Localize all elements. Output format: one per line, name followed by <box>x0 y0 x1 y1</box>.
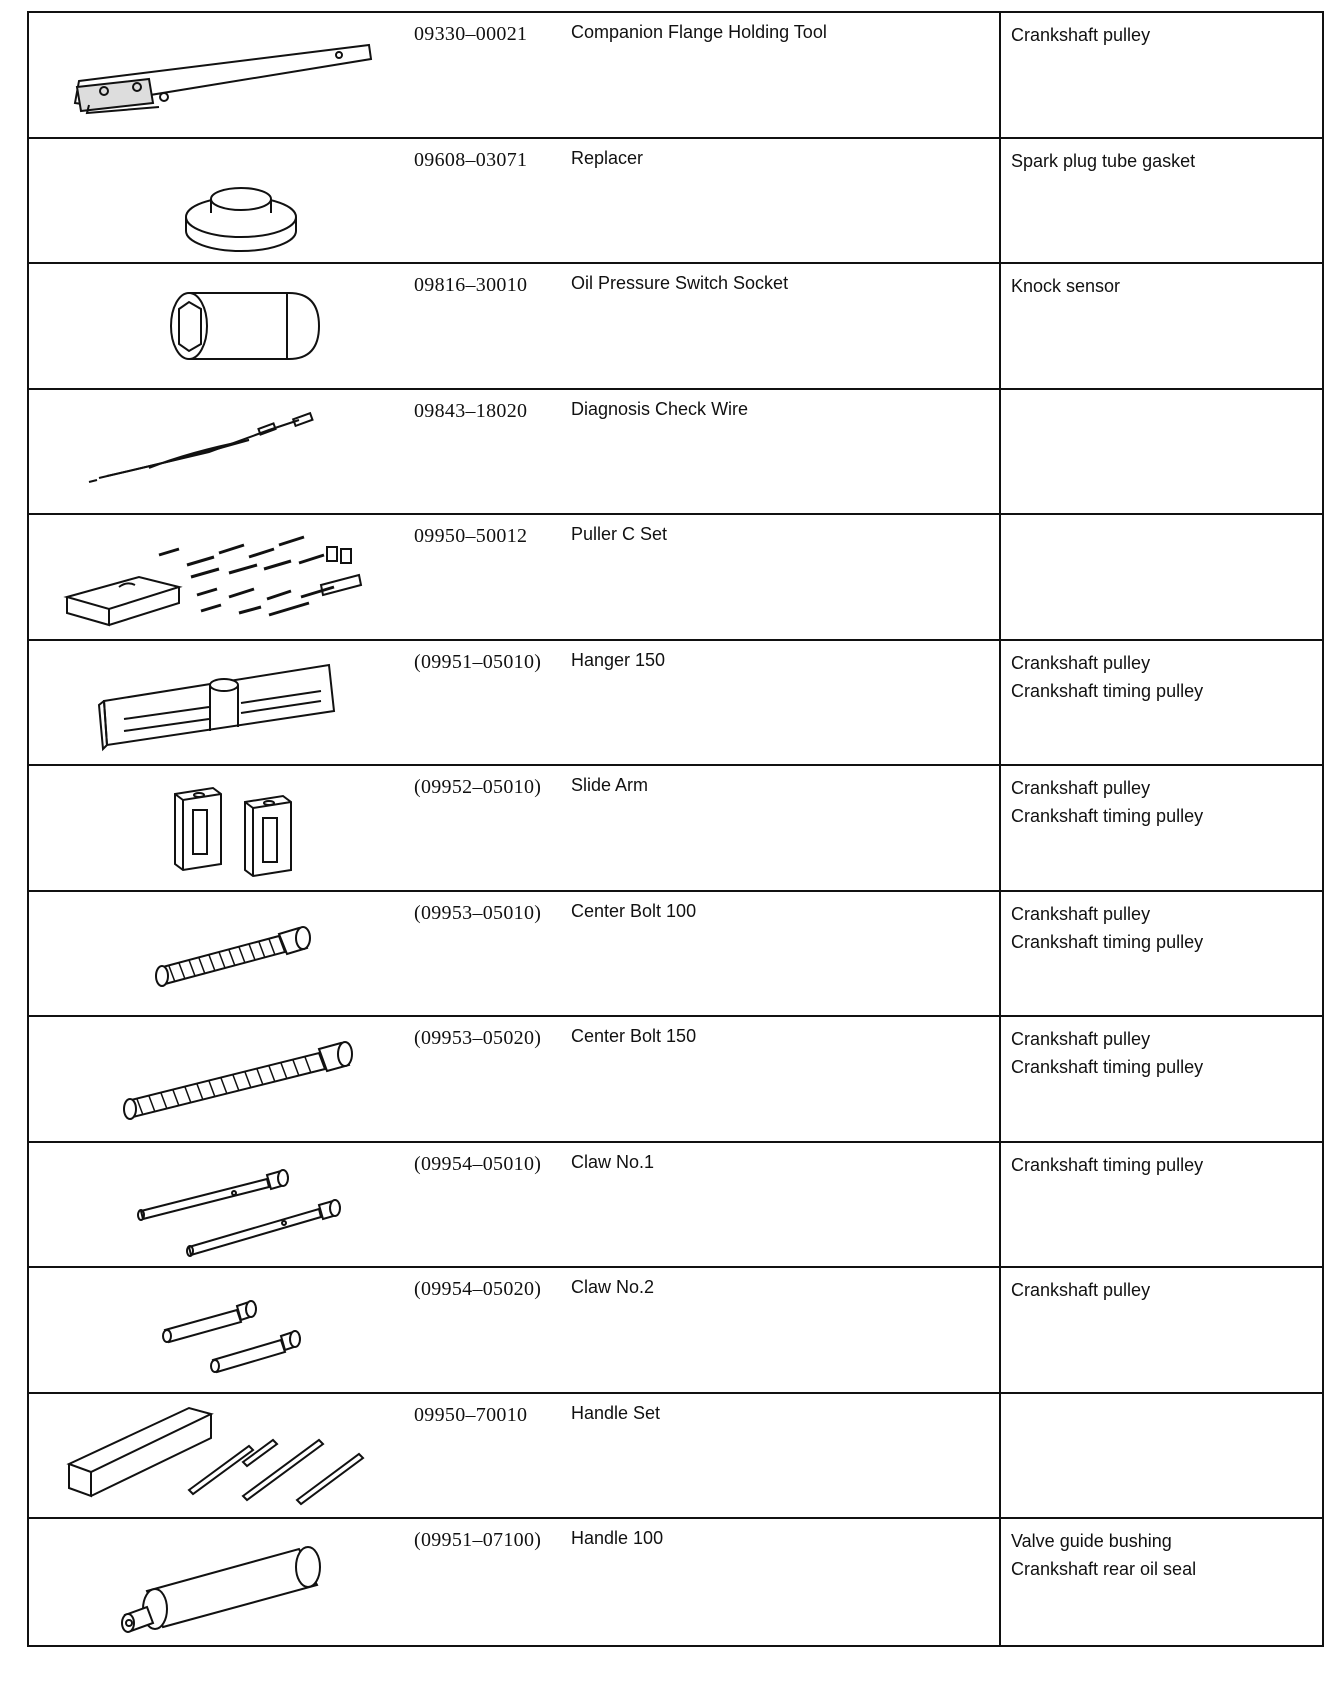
part-number: 09330–00021 <box>414 23 528 45</box>
tool-name: Center Bolt 100 <box>571 900 697 921</box>
tool-name: Oil Pressure Switch Socket <box>571 273 789 293</box>
companion-flange-holding-tool-icon <box>29 13 419 137</box>
claw-short-icon <box>29 1268 419 1392</box>
usage-cell <box>999 1268 1322 1392</box>
table-row <box>29 264 1322 390</box>
usage-item: Crankshaft pulley <box>1011 778 1151 798</box>
part-number: 09950–70010 <box>414 1403 528 1426</box>
usage-item: Crankshaft rear oil seal <box>1011 1559 1197 1579</box>
table-row <box>29 1143 1322 1269</box>
usage-item: Crankshaft pulley <box>1011 1029 1151 1049</box>
tool-name: Puller C Set <box>571 524 668 544</box>
usage-cell <box>999 766 1322 890</box>
part-number: 09950–50012 <box>414 525 528 547</box>
puller-set-icon <box>29 515 419 639</box>
tool-name: Handle Set <box>571 1402 661 1423</box>
part-number: (09953–05010) <box>414 901 542 924</box>
slide-arm-icon <box>29 766 419 890</box>
table-row <box>29 1017 1322 1143</box>
usage-cell <box>999 892 1322 1016</box>
usage-cell <box>999 264 1322 388</box>
usage-cell <box>999 1519 1322 1645</box>
usage-cell <box>999 1017 1322 1141</box>
table-row <box>29 13 1322 139</box>
part-number: (09953–05020) <box>414 1027 542 1049</box>
claw-long-icon <box>29 1143 419 1267</box>
usage-cell <box>999 390 1322 514</box>
usage-cell <box>999 1394 1322 1518</box>
table-row <box>29 892 1322 1018</box>
part-number: 09843–18020 <box>414 399 528 422</box>
table-row <box>29 766 1322 892</box>
usage-item: Crankshaft timing pulley <box>1011 806 1204 826</box>
tool-name: Slide Arm <box>571 775 649 795</box>
special-tools-table <box>27 11 1324 1647</box>
table-row <box>29 1268 1322 1394</box>
usage-item: Valve guide bushing <box>1011 1531 1172 1551</box>
tool-name: Replacer <box>571 147 644 168</box>
tool-name: Companion Flange Holding Tool <box>571 22 827 42</box>
check-wire-icon <box>29 390 419 514</box>
usage-item: Crankshaft timing pulley <box>1011 931 1204 952</box>
part-number: 09608–03071 <box>414 148 528 171</box>
table-row <box>29 515 1322 641</box>
table-row <box>29 1394 1322 1520</box>
table-row <box>29 1519 1322 1645</box>
usage-item: Crankshaft pulley <box>1011 25 1151 45</box>
part-number: (09954–05020) <box>414 1278 542 1300</box>
usage-item: Crankshaft timing pulley <box>1011 1154 1204 1175</box>
usage-cell <box>999 641 1322 765</box>
part-number: (09951–07100) <box>414 1529 542 1551</box>
table-row <box>29 139 1322 265</box>
usage-item: Crankshaft pulley <box>1011 903 1151 924</box>
usage-item: Crankshaft pulley <box>1011 1280 1151 1300</box>
usage-item: Spark plug tube gasket <box>1011 150 1196 171</box>
handle-set-icon <box>29 1394 419 1518</box>
part-number: (09952–05010) <box>414 776 542 798</box>
handle-icon <box>29 1519 419 1645</box>
usage-item: Knock sensor <box>1011 276 1121 296</box>
tool-name: Claw No.1 <box>571 1151 655 1172</box>
center-bolt-long-icon <box>29 1017 419 1141</box>
tool-name: Hanger 150 <box>571 649 666 670</box>
usage-cell <box>999 515 1322 639</box>
part-number: (09954–05010) <box>414 1152 542 1175</box>
part-number: (09951–05010) <box>414 650 542 673</box>
usage-cell <box>999 13 1322 137</box>
usage-item: Crankshaft timing pulley <box>1011 680 1204 701</box>
replacer-icon <box>29 139 419 263</box>
tool-name: Center Bolt 150 <box>571 1026 697 1046</box>
usage-item: Crankshaft timing pulley <box>1011 1057 1204 1077</box>
part-number: 09816–30010 <box>414 274 528 296</box>
center-bolt-short-icon <box>29 892 419 1016</box>
usage-item: Crankshaft pulley <box>1011 652 1151 673</box>
usage-cell <box>999 139 1322 263</box>
hanger-icon <box>29 641 419 765</box>
tool-name: Diagnosis Check Wire <box>571 398 749 419</box>
table-row <box>29 641 1322 767</box>
tool-name: Claw No.2 <box>571 1277 655 1297</box>
tool-name: Handle 100 <box>571 1528 664 1548</box>
usage-cell <box>999 1143 1322 1267</box>
socket-icon <box>29 264 419 388</box>
table-row <box>29 390 1322 516</box>
